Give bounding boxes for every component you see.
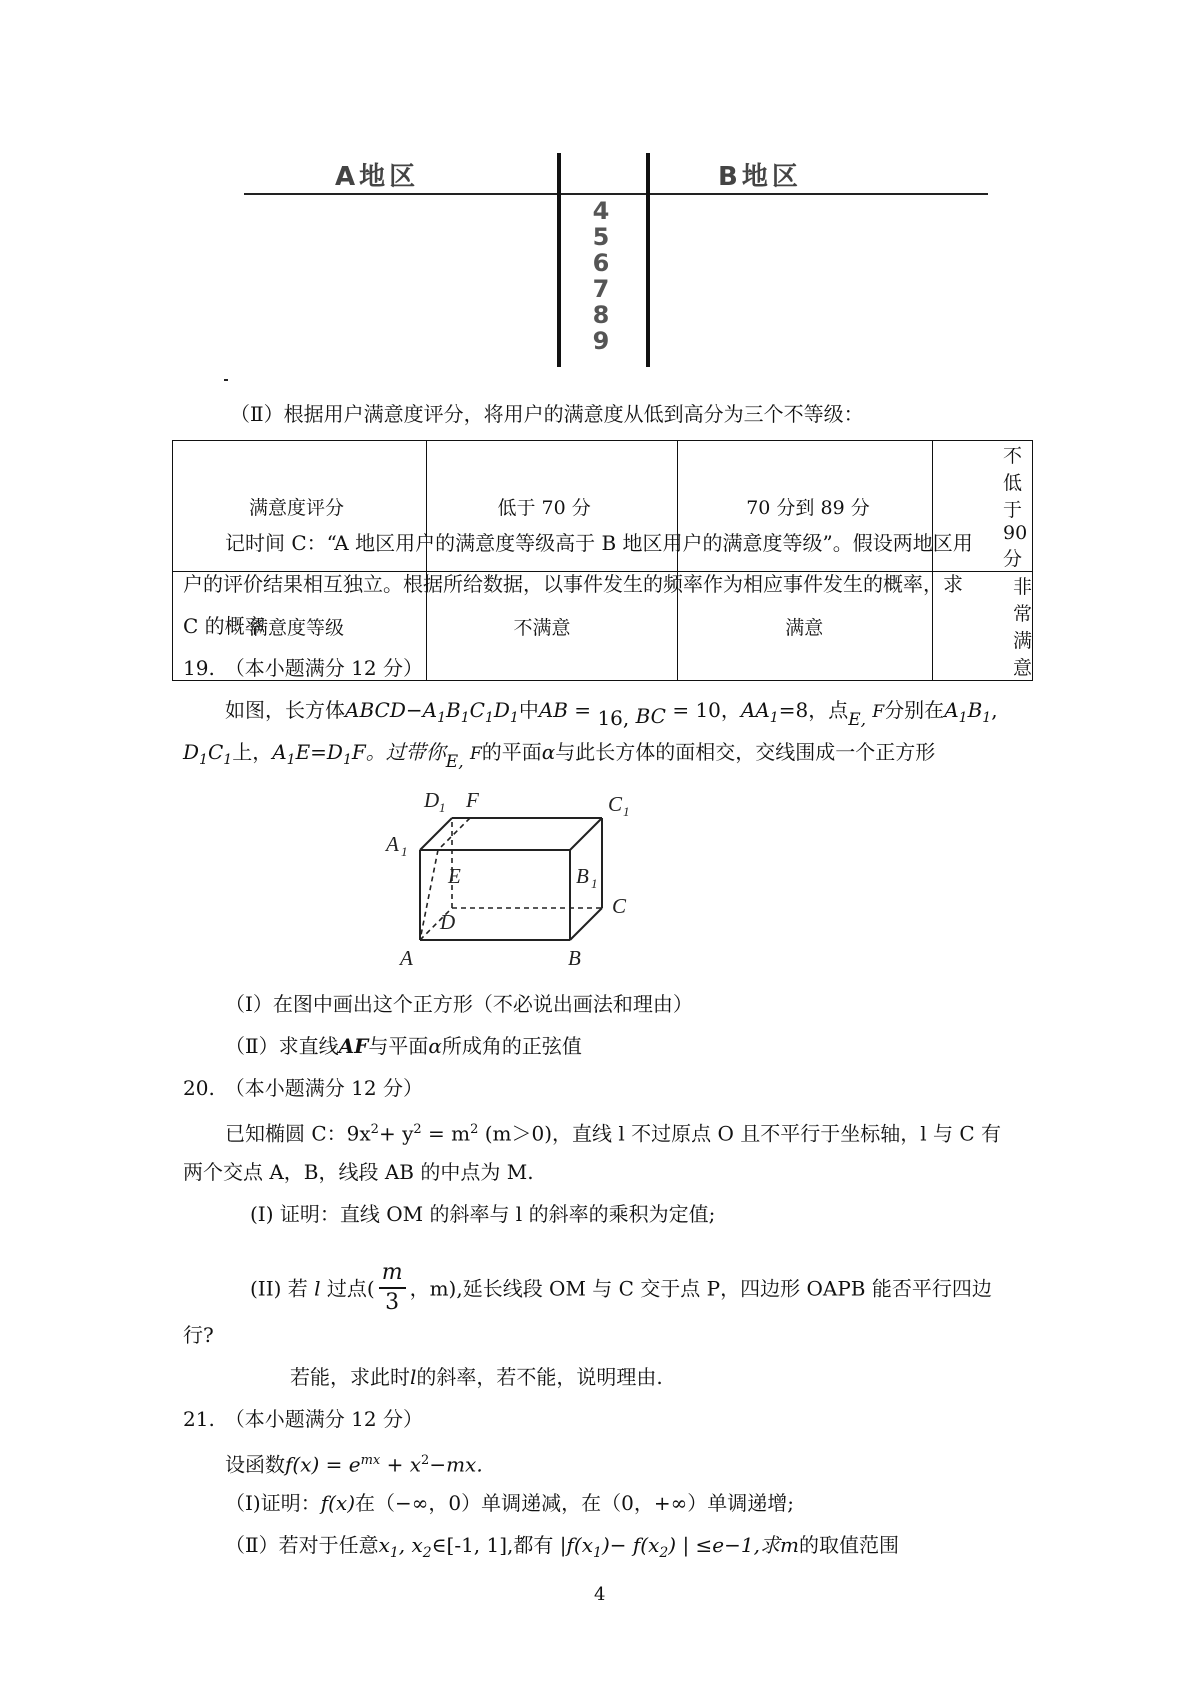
- q19-subscript: 1: [484, 710, 494, 726]
- label-D: D: [440, 910, 456, 934]
- q19-text: =: [567, 698, 598, 722]
- q18-part2-intro: （Ⅱ）根据用户满意度评分，将用户的满意度从低到高分为三个不等级：: [230, 402, 864, 426]
- q20-part2-wrap: 行?: [183, 1323, 214, 1347]
- cuboid-figure: [380, 785, 670, 975]
- q19-line1: 如图，长方体$ABCD-A_1B_1C_1D_1$中AB = 16, BC = 10，$AA_1=8$，点$_{E,}$ F分别在$A_1B_1$,: [225, 698, 998, 730]
- q21-math: f: [632, 1533, 641, 1557]
- table-cell: 非常满意: [932, 572, 1032, 681]
- q21-math: m: [779, 1533, 799, 1557]
- q19-text: 与平面: [368, 1034, 429, 1058]
- q18-event-line: 户的评价结果相互独立。根据所给数据，以事件发生的频率作为相应事件发生的概率，求: [183, 572, 963, 596]
- q20-part2: [250, 1261, 992, 1319]
- edge-C-B: [570, 908, 602, 940]
- q19-math: F: [872, 702, 885, 722]
- stem-value: 7: [592, 275, 610, 303]
- q21-math: e: [712, 1533, 725, 1557]
- q20-superscript: 2: [370, 1122, 379, 1137]
- q20-text: 的斜率，若不能，说明理由.: [416, 1365, 663, 1389]
- q21-subscript: 1: [593, 1545, 602, 1561]
- q21-text: 的取值范围: [798, 1533, 899, 1557]
- stem-leaf-left-divider: [557, 153, 561, 367]
- q19-line2: $D_1C_1$上，$A_1E=D_1F$。过带你$_{E,}$ F的平面α与此长方体的面相交，交线围成一个正方形: [183, 740, 936, 772]
- q21-subscript: 2: [659, 1545, 669, 1561]
- q21-math: −mx.: [429, 1452, 483, 1477]
- label-A: A: [400, 946, 413, 970]
- label-C1: C: [608, 792, 623, 816]
- table-cell: 70 分到 89 分: [678, 441, 933, 572]
- fraction-numerator: m: [379, 1259, 406, 1289]
- q21-text: （Ⅱ）若对于任意: [225, 1533, 379, 1557]
- q19-text: =8，点: [778, 698, 849, 722]
- q21-text: 设函数: [225, 1452, 285, 1477]
- stem-value: 5: [592, 223, 610, 251]
- label-D1: D: [424, 788, 440, 812]
- label-B1-sub: 1: [591, 876, 598, 891]
- q21-math: −1,求: [724, 1533, 780, 1557]
- q21-math: + x: [380, 1452, 422, 1477]
- stem-value: 9: [592, 327, 610, 355]
- q21-superscript: mx: [360, 1453, 381, 1468]
- q20-superscript: 2: [470, 1122, 479, 1137]
- q19-subscript: 1: [437, 710, 446, 726]
- q18-event-line: C 的概率: [183, 614, 265, 638]
- stem-leaf-header-rule: [244, 193, 988, 195]
- label-C1-sub: 1: [623, 804, 630, 819]
- q21-math: (x) = e: [292, 1452, 361, 1477]
- label-B1: B: [576, 864, 589, 888]
- q20-line2: 两个交点 A，B，线段 AB 的中点为 M.: [183, 1160, 534, 1184]
- q19-text: 分别在: [884, 698, 945, 722]
- stem-value: 4: [592, 197, 610, 225]
- q19-heading: 19. （本小题满分 12 分）: [183, 656, 423, 680]
- q21-math: (x: [573, 1533, 594, 1557]
- stray-mark: [224, 379, 228, 381]
- q19-text: （Ⅱ）求直线: [225, 1034, 339, 1058]
- label-D1-sub: 1: [439, 800, 446, 815]
- fraction-denominator: 3: [385, 1290, 400, 1315]
- q19-text: 中: [518, 698, 539, 722]
- q18-event-line: 记时间 C：“A 地区用户的满意度等级高于 B 地区用户的满意度等级”。假设两地区用: [225, 531, 973, 555]
- q19-math: E,: [848, 710, 867, 730]
- q19-math: α: [541, 740, 556, 764]
- q21-part1: [225, 1490, 794, 1516]
- q19-text: 16,: [597, 706, 630, 730]
- q21-line1: [225, 1448, 483, 1478]
- q21-math: ) | ≤: [668, 1533, 713, 1557]
- q19-text: 上，: [232, 740, 273, 764]
- q21-math: f: [566, 1533, 574, 1557]
- q19-math: AA: [740, 698, 770, 722]
- q20-part2-cont: [290, 1364, 663, 1390]
- q20-text: = m: [421, 1121, 471, 1146]
- stem-leaf-right-divider: [646, 153, 650, 367]
- q20-heading: 20. （本小题满分 12 分）: [183, 1076, 423, 1100]
- q19-part2: [225, 1033, 582, 1059]
- label-E: E: [448, 864, 461, 888]
- q19-math: AB: [538, 698, 568, 722]
- q19-math: AF: [338, 1034, 369, 1058]
- q19-subscript: 1: [460, 710, 470, 726]
- q21-math: (x: [640, 1533, 660, 1557]
- q21-math: x: [378, 1533, 390, 1557]
- table-cell: 满意度评分: [173, 441, 427, 572]
- label-A1-sub: 1: [401, 844, 408, 859]
- q19-subscript: 1: [286, 752, 296, 768]
- q19-math: F。过带你: [351, 740, 446, 764]
- q19-math: E,: [445, 752, 464, 772]
- label-C: C: [612, 894, 627, 918]
- edge-C1-B1: [570, 818, 602, 850]
- q21-text: 在（−∞，0）单调递减，在（0，+∞）单调递增;: [355, 1491, 795, 1515]
- q19-text: 所成角的正弦值: [441, 1034, 582, 1058]
- q21-superscript: 2: [421, 1453, 430, 1468]
- q20-text: 过点(: [326, 1276, 375, 1301]
- q19-subscript: 1: [769, 710, 779, 726]
- q19-math: BC: [635, 704, 666, 728]
- q19-math: −A: [405, 698, 438, 722]
- q20-superscript: 2: [413, 1122, 422, 1137]
- label-A1: A: [386, 832, 399, 856]
- q19-subscript: 1: [509, 710, 519, 726]
- satisfaction-table: [172, 440, 1033, 681]
- q19-subscript: 1: [199, 752, 208, 768]
- q20-text: + y: [378, 1121, 414, 1146]
- stem-column: [586, 198, 616, 354]
- q19-text: 的平面: [481, 740, 542, 764]
- q20-part1: (I) 证明：直线 OM 的斜率与 l 的斜率的乘积为定值;: [250, 1202, 716, 1226]
- q20-text: 已知椭圆 C：9x: [225, 1121, 371, 1146]
- q19-subscript: 1: [982, 710, 992, 726]
- q19-text: 如图，长方体: [225, 698, 345, 722]
- stem-value: 8: [592, 301, 610, 329]
- q21-math: , x: [398, 1533, 423, 1557]
- q21-heading: 21. （本小题满分 12 分）: [183, 1407, 423, 1431]
- edge-A1-D1: [420, 818, 452, 850]
- label-B: B: [568, 946, 581, 970]
- fraction-m-over-3: [379, 1259, 406, 1317]
- q19-subscript: 1: [223, 752, 233, 768]
- q21-math: f: [320, 1491, 329, 1515]
- q20-text: (m＞0)，直线 l 不过原点 O 且不平行于坐标轴，l 与 C 有: [478, 1121, 1002, 1146]
- hidden-segment-E-A: [420, 850, 438, 940]
- q19-math: ABCD: [345, 698, 406, 722]
- q20-math: l: [314, 1276, 321, 1301]
- table-cell: 满意度等级: [173, 572, 427, 681]
- q19-subscript: 1: [342, 752, 352, 768]
- q21-text: （Ⅰ)证明：: [225, 1491, 321, 1515]
- q20-line1: [225, 1117, 1001, 1147]
- q20-text: (II) 若: [250, 1276, 308, 1301]
- q21-part2: [225, 1532, 899, 1566]
- table-cell: 低于 70 分: [427, 441, 678, 572]
- label-F: F: [466, 788, 479, 812]
- table-cell: 不低于 90 分: [932, 441, 1032, 572]
- q20-text: ，m),延长线段 OM 与 C 交于点 P，四边形 OAPB 能否平行四边: [409, 1276, 992, 1301]
- q21-subscript: 2: [422, 1545, 432, 1561]
- table-cell: 满意: [678, 572, 933, 681]
- q19-text: = 10，: [665, 698, 741, 722]
- stem-value: 6: [592, 249, 610, 277]
- q21-math: f: [285, 1452, 293, 1477]
- table-cell: 不满意: [427, 572, 678, 681]
- q19-text: 与此长方体的面相交，交线围成一个正方形: [555, 740, 936, 764]
- q19-math: E=D: [295, 740, 343, 764]
- page-number: 4: [594, 1584, 606, 1605]
- q21-text: ∈[-1, 1],都有 |: [431, 1533, 567, 1557]
- q21-math: (x): [328, 1491, 355, 1515]
- stem-leaf-right-header: B地区: [718, 162, 802, 192]
- q19-part1: （Ⅰ）在图中画出这个正方形（不必说出画法和理由）: [225, 992, 693, 1016]
- hidden-segment-F-E: [438, 818, 470, 850]
- q19-math: α: [428, 1034, 442, 1058]
- q21-subscript: 1: [389, 1545, 399, 1561]
- stem-leaf-left-header: A地区: [335, 162, 420, 192]
- q19-subscript: 1: [958, 710, 968, 726]
- q21-math: )−: [601, 1533, 633, 1557]
- q20-text: 若能，求此时: [290, 1365, 410, 1389]
- q20-math: l: [410, 1365, 417, 1389]
- q19-math: F: [469, 744, 482, 764]
